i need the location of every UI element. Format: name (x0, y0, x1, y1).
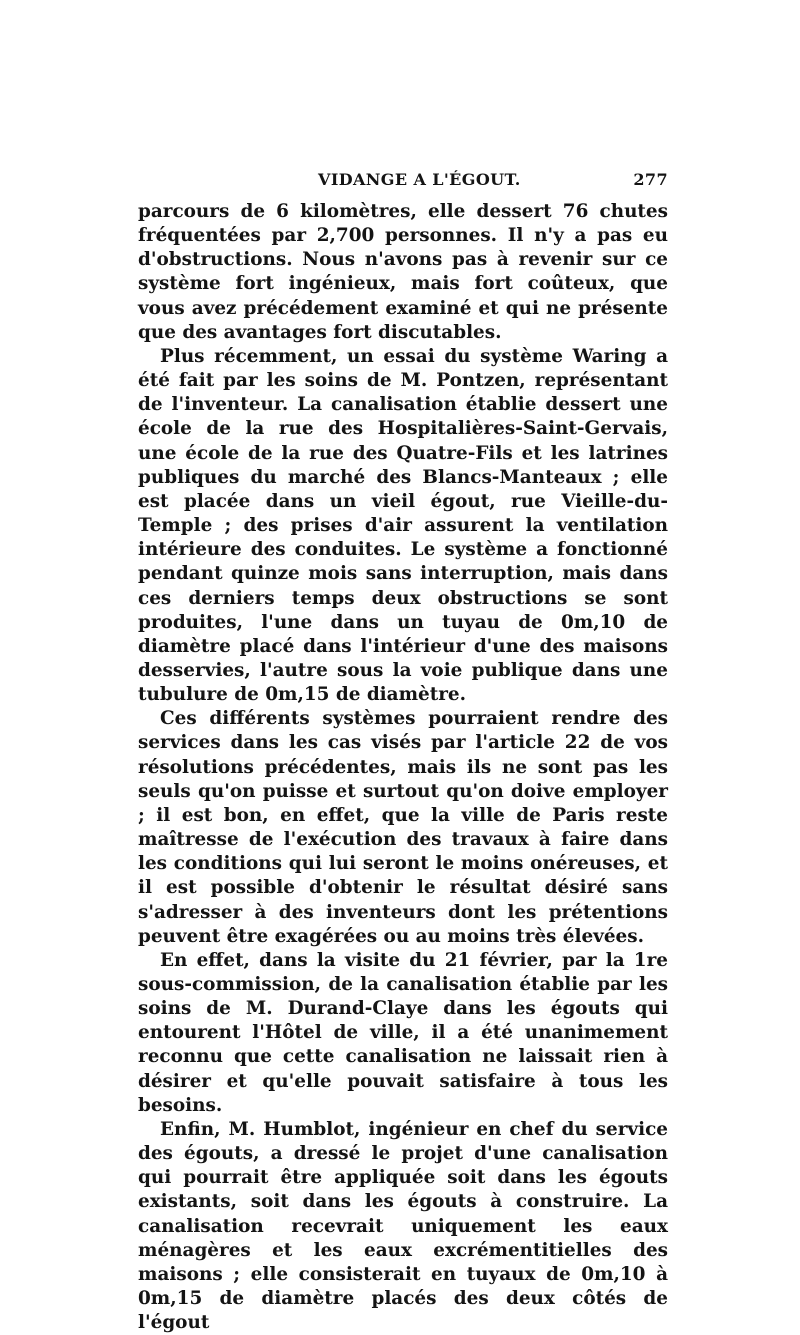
running-title: VIDANGE A L'ÉGOUT. (318, 170, 521, 189)
paragraph-humblot: Enfin, M. Humblot, ingénieur en chef du service des égouts, a dressé le projet d'une canalisation qui pourrait être appliquée soit dans les égouts existants, soit dans les égouts à construire. La canalisation recevrait uniquement les eaux ménagères et les eaux excrémentitielles des maisons ; elle consisterait en tuyaux de 0m,10 à 0m,15 de diamètre placés des deux côtés de l'égout (138, 1118, 668, 1334)
running-header (138, 170, 668, 196)
body-text (138, 200, 668, 1335)
paragraph-other-systems: Ces différents systèmes pourraient rendre des services dans les cas visés par l'article 22 de vos résolutions précédentes, mais ils ne sont pas les seuls qu'on puisse et surtout qu'on doive employer ; il est bon, en effet, que la ville de Paris reste maîtresse de l'exécution des travaux à faire dans les conditions qui lui seront le moins onéreuses, et il est possible d'obtenir le résultat désiré sans s'adresser à des inventeurs dont les prétentions peuvent être exagérées ou au moins très élevées. (138, 708, 668, 947)
paragraph-waring-system: Plus récemment, un essai du système Waring a été fait par les soins de M. Pontzen, représentant de l'inventeur. La canalisation établie dessert une école de la rue des Hospitalières-Saint-Gervais, une école de la rue des Quatre-Fils et les latrines publiques du marché des Blancs-Manteaux ; elle est placée dans un vieil égout, rue Vieille-du-Temple ; des prises d'air assurent la ventilation intérieure des conduites. Le système a fonctionné pendant quinze mois sans interruption, mais dans ces derniers temps deux obstructions se sont produites, l'une dans un tuyau de 0m,10 de diamètre placé dans l'intérieur d'une des maisons desservies, l'autre sous la voie publique dans une tubulure de 0m,15 de diamètre. (138, 345, 668, 706)
paragraph-durand-claye: En effet, dans la visite du 21 février, par la 1re sous-commission, de la canalisation établie par les soins de M. Durand-Claye dans les égouts qui entourent l'Hôtel de ville, il a été unanimement reconnu que cette canalisation ne laissait rien à désirer et qu'elle pouvait satisfaire à tous les besoins. (138, 949, 668, 1116)
book-page (138, 170, 668, 1335)
page-number: 277 (633, 170, 668, 189)
paragraph-continued: parcours de 6 kilomètres, elle dessert 76 chutes fréquentées par 2,700 personnes. Il n'y a pas eu d'obstructions. Nous n'avons pas à revenir sur ce système fort ingénieux, mais fort coûteux, que vous avez précédement examiné et qui ne présente que des avantages fort discutables. (138, 201, 668, 343)
